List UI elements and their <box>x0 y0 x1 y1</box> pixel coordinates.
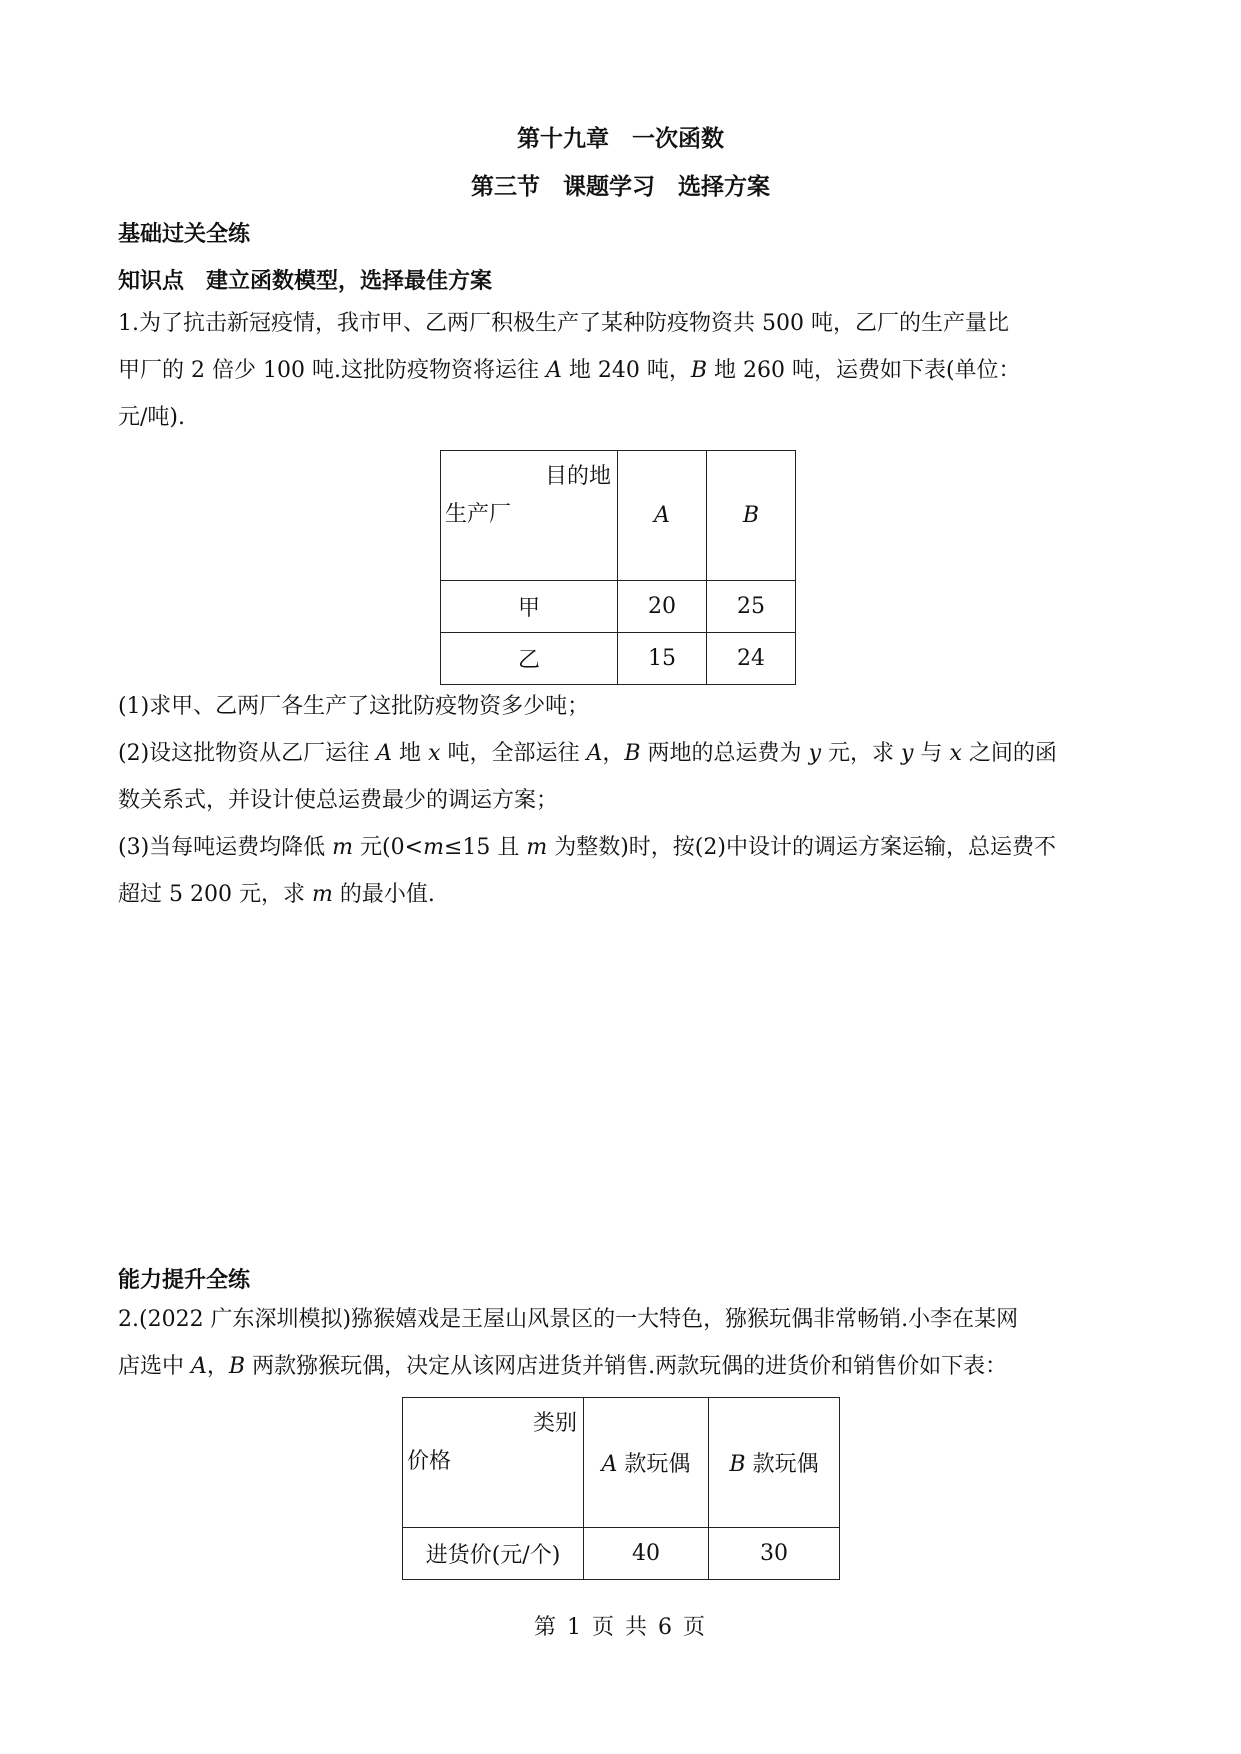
q1-text: 的最小值. <box>332 882 435 907</box>
q1-text: ≤15 且 <box>443 835 527 860</box>
q2-text: 店选中 <box>118 1354 191 1379</box>
q1-text: (2)设这批物资从乙厂运往 <box>118 741 377 766</box>
cell-value: 30 <box>709 1528 840 1580</box>
var-m: m <box>332 835 354 860</box>
chapter-title: 第十九章 一次函数 <box>517 126 724 152</box>
var-b: B <box>624 741 641 766</box>
column-header-a <box>618 451 707 581</box>
q2-text: 两款猕猴玩偶，决定从该网店进货并销售.两款玩偶的进货价和销售价如下表： <box>245 1354 1008 1379</box>
corner-top-label: 类别 <box>532 1411 577 1436</box>
question-1-stem <box>118 300 1128 441</box>
q2-line-2 <box>118 1343 1128 1390</box>
column-header-a <box>584 1398 709 1528</box>
q1-text: 两地的总运费为 <box>640 741 809 766</box>
table-corner-cell <box>403 1398 584 1528</box>
corner-top-label: 目的地 <box>544 464 611 489</box>
row-label: 乙 <box>441 633 618 685</box>
q1-text: 吨，全部运往 <box>440 741 587 766</box>
q1-text: 甲厂的 2 倍少 100 吨.这批防疫物资将运往 <box>118 358 546 383</box>
q1-sub-3-cont <box>118 871 1128 918</box>
section-title: 第三节 课题学习 选择方案 <box>471 174 770 200</box>
var-b: B <box>690 358 707 383</box>
table-row <box>441 633 796 685</box>
table-row <box>403 1528 840 1580</box>
ability-practice-heading: 能力提升全练 <box>118 1268 251 1293</box>
q1-sub-1: (1)求甲、乙两厂各生产了这批防疫物资多少吨； <box>118 694 590 719</box>
q2-line-1: 2.(2022 广东深圳模拟)猕猴嬉戏是王屋山风景区的一大特色，猕猴玩偶非常畅销.小李在某网 <box>118 1307 1019 1332</box>
knowledge-point-heading: 知识点 建立函数模型，选择最佳方案 <box>118 269 493 294</box>
corner-left-label: 生产厂 <box>445 502 512 527</box>
cell-value: 15 <box>618 633 707 685</box>
column-header-b <box>709 1398 840 1528</box>
cell-value: 40 <box>584 1528 709 1580</box>
cell-value: 20 <box>618 581 707 633</box>
q1-text: 与 <box>913 741 950 766</box>
price-table <box>402 1397 840 1580</box>
cell-value: 25 <box>707 581 796 633</box>
corner-left-label: 价格 <box>407 1449 452 1474</box>
q1-sub-3 <box>118 824 1128 871</box>
cell-value: 24 <box>707 633 796 685</box>
q1-sub-2 <box>118 730 1128 777</box>
q1-sub-2-cont: 数关系式，并设计使总运费最少的调运方案； <box>118 788 559 813</box>
var-y: y <box>808 741 821 766</box>
q1-text: 元，求 <box>821 741 901 766</box>
table-row <box>441 581 796 633</box>
var-a: A <box>545 358 562 383</box>
basic-practice-heading: 基础过关全练 <box>118 222 251 247</box>
var-x: x <box>949 741 962 766</box>
q1-text: 地 <box>392 741 429 766</box>
q1-text: 元(0< <box>353 835 424 860</box>
q1-text: 超过 5 200 元，求 <box>118 882 312 907</box>
var-m: m <box>423 835 444 860</box>
page-footer: 第 1 页 共 6 页 <box>534 1615 707 1640</box>
var-a: A <box>191 1354 207 1379</box>
col-b-label: 款玩偶 <box>745 1452 819 1477</box>
q1-text: (3)当每吨运费均降低 <box>118 835 333 860</box>
col-a-label: 款玩偶 <box>617 1452 691 1477</box>
question-1-subparts <box>118 683 1128 918</box>
var-a: A <box>376 741 393 766</box>
q1-text: ， <box>602 741 625 766</box>
column-header-b <box>707 451 796 581</box>
freight-table <box>440 450 796 685</box>
var-a: A <box>601 1452 618 1477</box>
var-m: m <box>311 882 333 907</box>
var-x: x <box>428 741 441 766</box>
q1-line-2 <box>118 347 1128 394</box>
var-m: m <box>526 835 548 860</box>
q1-line-1: 1.为了抗击新冠疫情，我市甲、乙两厂积极生产了某种防疫物资共 500 吨，乙厂的生产量比 <box>118 311 1009 336</box>
q1-text: 之间的函 <box>961 741 1057 766</box>
table-corner-cell <box>441 451 618 581</box>
q1-text: 地 260 吨，运费如下表(单位： <box>707 358 1021 383</box>
col-b-label: B <box>742 503 760 528</box>
q1-line-3: 元/吨). <box>118 405 185 430</box>
q1-text: 地 240 吨， <box>561 358 691 383</box>
q2-text: ， <box>206 1354 229 1379</box>
var-b: B <box>228 1354 246 1379</box>
var-y: y <box>901 741 914 766</box>
question-2-stem <box>118 1296 1128 1390</box>
q1-text: 为整数)时，按(2)中设计的调运方案运输，总运费不 <box>547 835 1056 860</box>
row-label: 进货价(元/个) <box>403 1528 584 1580</box>
row-label: 甲 <box>441 581 618 633</box>
col-a-label: A <box>654 503 670 528</box>
var-a: A <box>586 741 603 766</box>
var-b: B <box>729 1452 746 1477</box>
